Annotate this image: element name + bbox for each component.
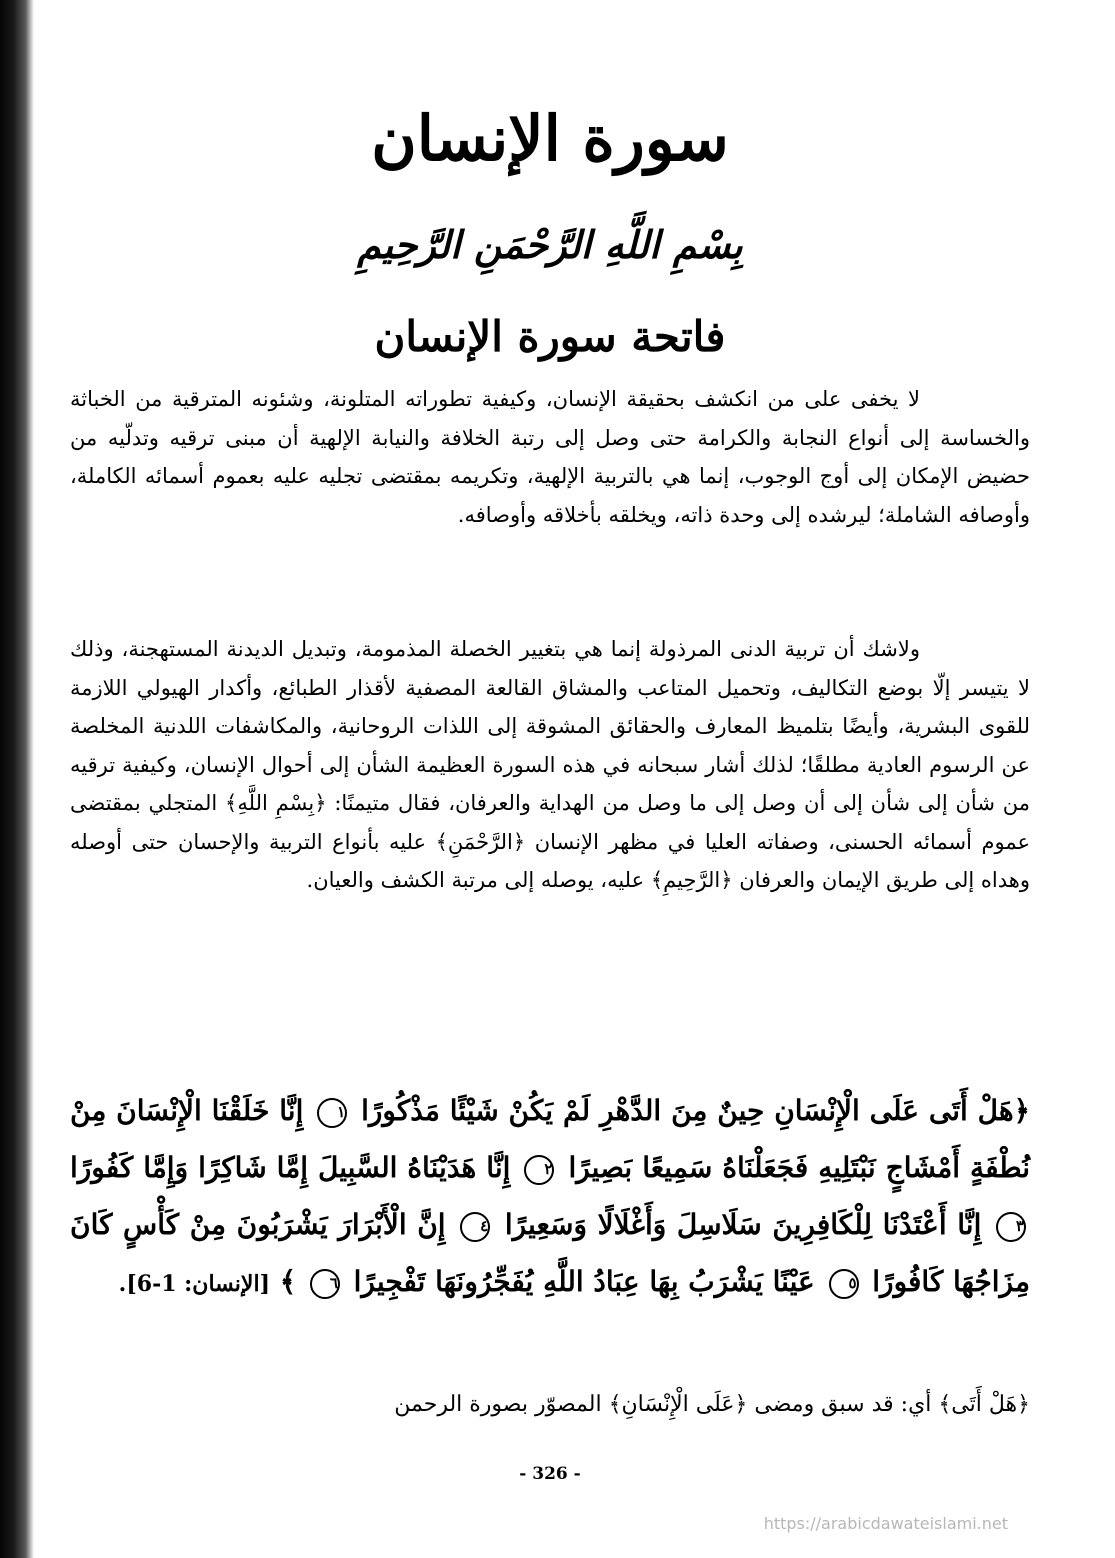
ayah-number-marker: ٦ bbox=[310, 1269, 340, 1299]
basmala-calligraphy: بِسْمِ اللَّهِ الرَّحْمَنِ الرَّحِيمِ bbox=[357, 222, 743, 267]
book-page bbox=[70, 0, 1030, 1558]
verse-text: إِنَّا خَلَقْنَا الْإِنْسَانَ مِنْ نُطْفَةٍ أَمْشَاجٍ نَبْتَلِيهِ فَجَعَلْنَاهُ سَمِيعًا بَصِيرًا bbox=[70, 1094, 1030, 1184]
section-title: فاتحة سورة الإنسان bbox=[374, 312, 726, 361]
intro-paragraph-1 bbox=[70, 380, 1030, 534]
sura-title: سورة الإنسان bbox=[371, 102, 729, 175]
text-line: العليا في مظهر الإنسان ﴿الرَّحْمَنِ﴾ عليه بأنواع التربية والإحسان حتى أوصله وهداه bbox=[70, 829, 1030, 892]
page-number: - 326 - bbox=[519, 1464, 581, 1484]
verse-closing-bracket: ﴾ bbox=[279, 1265, 297, 1298]
text-line: بالتربية الإلهية، وتكريمه بمقتضى تجليه عليه بعموم أسمائه الكاملة، وأوصافه الشاملة؛ bbox=[70, 464, 1030, 527]
ayah-number-marker: ٥ bbox=[829, 1269, 859, 1299]
text-line: المترقية من الخباثة والخساسة إلى أنواع النجابة والكرامة حتى وصل إلى رتبة الخلافة bbox=[70, 387, 1030, 450]
intro-paragraph-2 bbox=[70, 630, 1030, 900]
verse-text: عَيْنًا يَشْرَبُ بِهَا عِبَادُ اللَّهِ يُفَجِّرُونَهَا تَفْجِيرًا bbox=[353, 1265, 815, 1298]
scanned-page-edge bbox=[0, 0, 34, 1558]
source-watermark: https://arabicdawateislami.net bbox=[763, 1514, 1008, 1533]
text-line: ولاشك أن تربية الدنى المرذولة إنما هي بتغيير الخصلة المذمومة، وتبديل bbox=[291, 637, 920, 661]
quran-verses bbox=[70, 1082, 1030, 1313]
ayah-number-marker: ٤ bbox=[460, 1212, 490, 1242]
text-line: ﴿هَلْ أَتَى﴾ أي: قد سبق ومضى ﴿عَلَى الْإِنْسَانِ﴾ المصوّر بصورة الرحمن bbox=[394, 1392, 1030, 1417]
text-line: المعارف والحقائق المشوقة إلى اللذات الروحانية، والمكاشفات اللدنية المخلصة عن bbox=[70, 714, 1030, 777]
verse-text: إِنَّا أَعْتَدْنَا لِلْكَافِرِينَ سَلَاسِلَ وَأَغْلَالًا وَسَعِيرًا bbox=[504, 1208, 982, 1241]
text-line: الديدنة المستهجنة، وذلك لا يتيسر إلّا بوضع التكاليف، وتحميل المتاعب والمشاق bbox=[70, 637, 1031, 700]
text-line: الإنسان، وكيفية ترقيه من شأن إلى شأن إلى أن وصل إلى ما وصل من الهداية bbox=[70, 752, 1030, 815]
verse-text: ﴿هَلْ أَتَى عَلَى الْإِنْسَانِ حِينٌ مِنَ الدَّهْرِ لَمْ يَكُنْ شَيْئًا مَذْكُورًا bbox=[361, 1094, 1031, 1127]
text-line: ليرشده إلى وحدة ذاته، ويخلقه بأخلاقه وأوصافه. bbox=[457, 502, 872, 527]
ayah-number-marker: ٣ bbox=[996, 1212, 1026, 1242]
text-line: والنيابة الإلهية أن مبنى ترقيه وتدلّيه من حضيض الإمكان إلى أوج الوجوب، إنما هي bbox=[70, 425, 1030, 488]
text-line: الرسوم العادية مطلقًا؛ لذلك أشار سبحانه في هذه السورة العظيمة الشأن إلى أحوال bbox=[261, 752, 995, 777]
ayah-number-marker: ٢ bbox=[524, 1155, 554, 1185]
commentary-paragraph bbox=[70, 1385, 1030, 1425]
verse-text: إِنَّ الْأَبْرَارَ يَشْرَبُونَ مِنْ كَأْسٍ كَانَ مِزَاجُهَا كَافُورًا bbox=[70, 1208, 1030, 1298]
text-line: لا يخفى على من انكشف بحقيقة الإنسان، وكيفية تطوراته المتلونة، وشئونه bbox=[251, 387, 920, 411]
verse-text: إِنَّا هَدَيْنَاهُ السَّبِيلَ إِمَّا شَاكِرًا وَإِمَّا كَفُورًا bbox=[70, 1151, 511, 1184]
text-line: القالعة المصفية لأقذار الطبائع، وأكدار الهيولي اللازمة للقوى البشرية، وأيضًا بتلميظ bbox=[70, 675, 1030, 738]
text-line: إلى طريق الإيمان والعرفان ﴿الرَّحِيمِ﴾ عليه، يوصله إلى مرتبة الكشف والعيان. bbox=[306, 868, 975, 892]
text-line: والعرفان، فقال متيمنًا: ﴿بِسْمِ اللَّهِ﴾ المتجلي بمقتضى عموم أسمائه الحسنى، وصفاته bbox=[70, 791, 1030, 854]
ayah-number-marker: ١ bbox=[317, 1098, 347, 1128]
verse-reference: [الإنسان: 1-6]. bbox=[118, 1271, 270, 1297]
